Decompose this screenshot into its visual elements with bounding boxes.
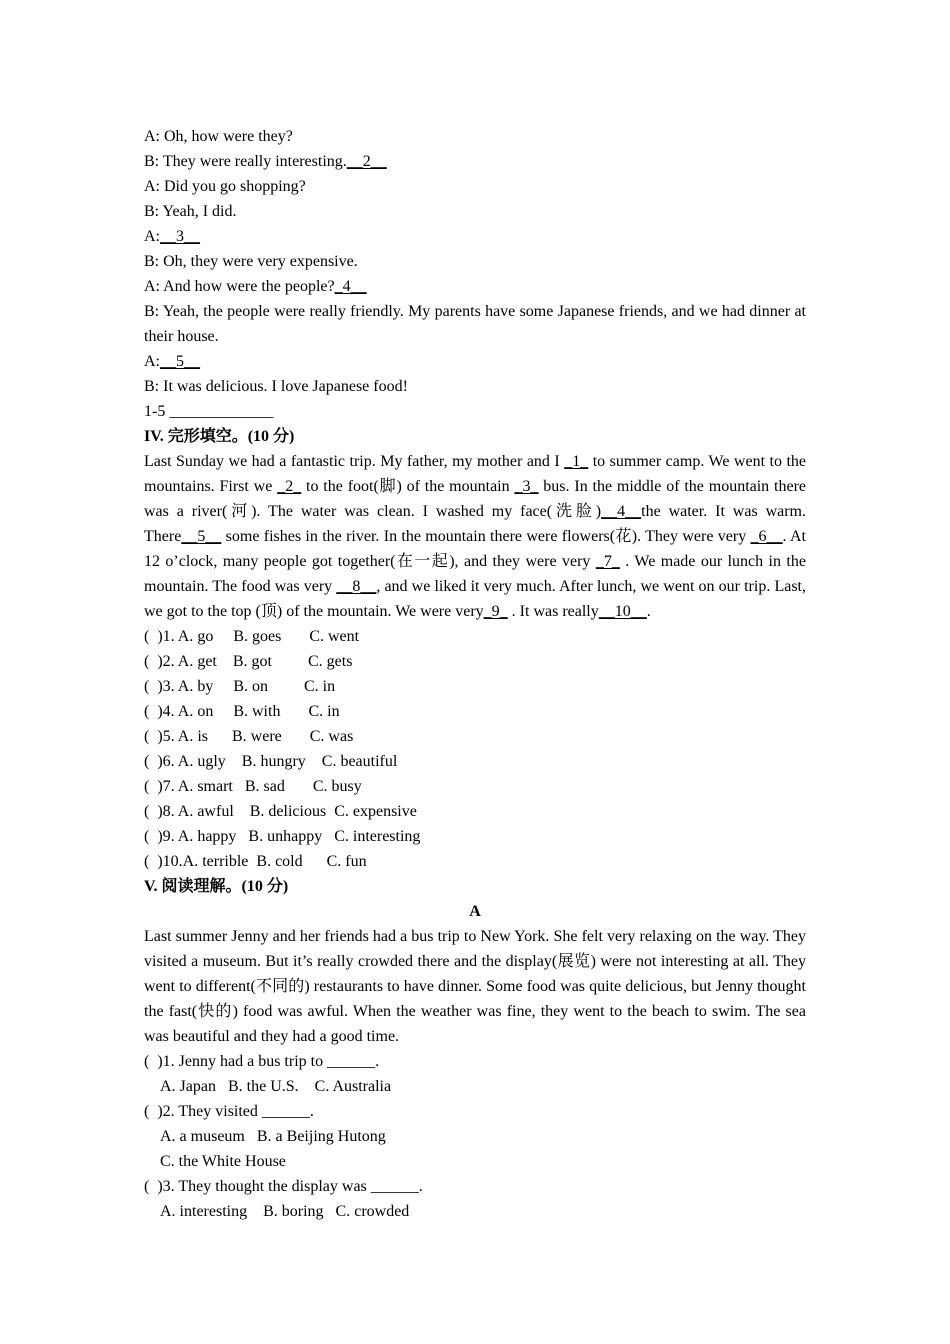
cloze-blank[interactable]: _6__ (750, 528, 783, 545)
reading-question[interactable]: ( )2. They visited ______. (144, 1103, 314, 1120)
worksheet-page (144, 124, 806, 1224)
section-4-heading: IV. 完形填空。(10 分) (144, 428, 295, 445)
cloze-blank[interactable]: _9_ (483, 603, 508, 620)
cloze-blank[interactable]: __8__ (336, 578, 377, 595)
dialogue-line: A: Did you go shopping? (144, 178, 306, 195)
passage-text: . At 12 o’clock, many people got together(在一起), and they were very (144, 528, 806, 570)
blank-2[interactable]: __2__ (346, 153, 387, 170)
passage-text: the water. It was warm. There (144, 503, 806, 545)
passage-title: A (469, 903, 481, 920)
passage-text: Last Sunday we had a fantastic trip. My father, my mother and I (144, 453, 565, 470)
reading-question[interactable]: ( )1. Jenny had a bus trip to ______. (144, 1053, 380, 1070)
passage-text: some fishes in the river. In the mountain there were flowers(花). They were very (221, 528, 751, 545)
reading-question[interactable]: ( )3. They thought the display was ______. (144, 1178, 423, 1195)
dialogue-line: A: And how were the people?_4__ (144, 278, 367, 295)
cloze-question[interactable]: ( )2. A. get B. got C. gets (144, 653, 353, 670)
passage-text: . It was really (507, 603, 599, 620)
cloze-question[interactable]: ( )4. A. on B. with C. in (144, 703, 340, 720)
cloze-question[interactable]: ( )8. A. awful B. delicious C. expensive (144, 803, 417, 820)
dialogue-line: A:__5__ (144, 353, 200, 370)
blank-5[interactable]: __5__ (160, 353, 200, 370)
blank-3[interactable]: __3__ (160, 228, 200, 245)
passage-text: , and we liked it very much. After lunch, we went on our trip. Last, we got to the top (顶) of the mountain. We were very (144, 578, 806, 620)
passage-text: bus. In the middle of the mountain there was a river(河). The water was clean. I washed my face(洗脸) (144, 478, 806, 520)
passage-text: to summer camp. We went to the mountains. First we (144, 453, 807, 495)
cloze-questions (144, 624, 806, 874)
cloze-question[interactable]: ( )3. A. by B. on C. in (144, 678, 336, 695)
reading-passage: Last summer Jenny and her friends had a bus trip to New York. She felt very relaxing on the way. They visited a museum. But it’s really crowded there and the display(展览) were not interesting at all. They went to different(不同的) restaurants to have dinner. Some food was quite delicious, but Jenny thought the fast(快的) food was awful. When the weather was fine, they went to the beach to swim. The sea was beautiful and they had a good time. (144, 928, 806, 1045)
dialogue-line: A:__3__ (144, 228, 200, 245)
cloze-blank[interactable]: _3_ (514, 478, 539, 495)
cloze-passage (144, 449, 806, 624)
reading-options[interactable]: C. the White House (160, 1153, 286, 1170)
cloze-blank[interactable]: __10__ (598, 603, 647, 620)
passage-text: . (646, 603, 651, 620)
passage-text: . We made our lunch in the mountain. The food was very (144, 553, 806, 595)
reading-options[interactable]: A. Japan B. the U.S. C. Australia (160, 1078, 392, 1095)
dialogue (144, 124, 806, 424)
reading-options[interactable]: A. interesting B. boring C. crowded (160, 1203, 410, 1220)
cloze-blank[interactable]: __5__ (181, 528, 222, 545)
dialogue-line: A: Oh, how were they? (144, 128, 293, 145)
reading-questions (144, 1049, 806, 1224)
dialogue-line: B: Yeah, the people were really friendly. My parents have some Japanese friends, and we had dinner at their house. (144, 303, 806, 345)
section-5-heading: V. 阅读理解。(10 分) (144, 878, 289, 895)
passage-text: to the foot(脚) of the mountain (301, 478, 515, 495)
cloze-question[interactable]: ( )9. A. happy B. unhappy C. interesting (144, 828, 421, 845)
cloze-blank[interactable]: __4__ (601, 503, 642, 520)
dialogue-line: B: Oh, they were very expensive. (144, 253, 358, 270)
blank-4[interactable]: _4__ (334, 278, 367, 295)
cloze-blank[interactable]: _2_ (277, 478, 302, 495)
reading-options[interactable]: A. a museum B. a Beijing Hutong (160, 1128, 386, 1145)
dialogue-line: B: Yeah, I did. (144, 203, 237, 220)
cloze-question[interactable]: ( )6. A. ugly B. hungry C. beautiful (144, 753, 398, 770)
dialogue-line: B: They were really interesting.__2__ (144, 153, 387, 170)
cloze-question[interactable]: ( )5. A. is B. were C. was (144, 728, 354, 745)
answer-line[interactable]: 1-5 _____________ (144, 403, 274, 420)
cloze-question[interactable]: ( )10.A. terrible B. cold C. fun (144, 853, 367, 870)
cloze-question[interactable]: ( )7. A. smart B. sad C. busy (144, 778, 362, 795)
cloze-blank[interactable]: _7_ (595, 553, 620, 570)
dialogue-line: B: It was delicious. I love Japanese food! (144, 378, 408, 395)
cloze-blank[interactable]: _1_ (564, 453, 589, 470)
cloze-question[interactable]: ( )1. A. go B. goes C. went (144, 628, 360, 645)
